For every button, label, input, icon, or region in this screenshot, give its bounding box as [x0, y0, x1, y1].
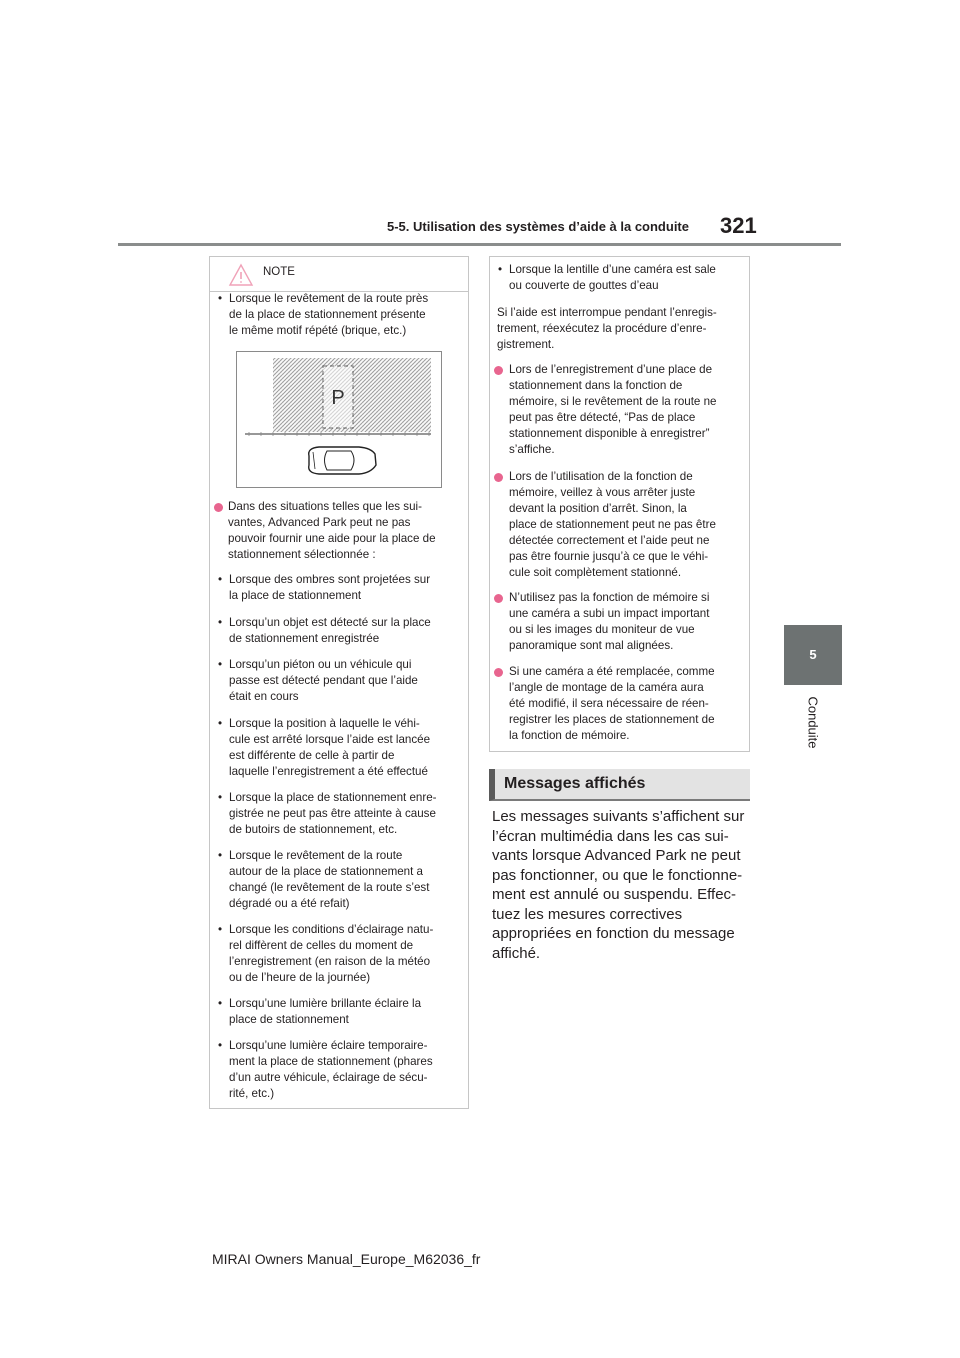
messages-body: Les messages suivants s’affichent sur l’écran multimédia dans les cas sui- vants lorsque Advanced Park ne peut pas fonctionner, ou que le fonctionne- ment est annulé ou suspendu. Effec- tuez les mesures correctives appropriées en fonction du message affiché. [492, 808, 745, 962]
footer-text: MIRAI Owners Manual_Europe_M62036_fr [212, 1251, 481, 1267]
pink-bullet-icon [494, 473, 503, 482]
right-circle-item: N’utilisez pas la fonction de mémoire si une caméra a subi un impact important ou si les images du moniteur de vue panoramique sont mal alignées. [509, 591, 710, 652]
note-bullet: Lorsqu’un piéton ou un véhicule qui passe est détecté pendant que l’aide était en cours [229, 658, 418, 703]
chapter-label: Conduite [805, 696, 821, 749]
section-title: 5-5. Utilisation des systèmes d’aide à la conduite [387, 219, 689, 234]
note-bullet: Lorsqu’une lumière éclaire temporaire- ment la place de stationnement (phares d’un autre véhicule, éclairage de sécu- rité, etc.) [229, 1039, 433, 1100]
bullet-marker: • [218, 849, 223, 862]
pink-bullet-icon [494, 594, 503, 603]
bullet-marker: • [218, 573, 223, 586]
right-circle-item: Lors de l’enregistrement d’une place de stationnement dans la fonction de mémoire, si le revêtement de la route ne peut pas être détecté, “Pas de place stationnement disponible à enregistrer” s’affiche. [509, 363, 717, 456]
pink-bullet-icon [494, 366, 503, 375]
note-bullet: Lorsque le revêtement de la route autour de la place de stationnement a changé (le revêtement de la route s’est dégradé ou a été refait) [229, 849, 430, 910]
note-bullet: Lorsque la place de stationnement enre- gistrée ne peut pas être atteinte à cause de butoirs de stationnement, etc. [229, 791, 437, 836]
bullet-marker: • [218, 292, 223, 305]
note-bullet: Lorsqu’un objet est détecté sur la place de stationnement enregistrée [229, 616, 431, 645]
bullet-marker: • [218, 717, 223, 730]
right-paragraph: Si l’aide est interrompue pendant l’enregis- trement, réexécutez la procédure d’enre- gistrement. [497, 306, 717, 351]
section-heading: Messages affichés [489, 769, 750, 801]
note-bullet: Lorsque les conditions d’éclairage natu- rel diffèrent de celles du moment de l’enregistrement (en raison de la météo ou de l’heure de la journée) [229, 923, 434, 984]
bullet-marker: • [218, 923, 223, 936]
right-circle-item: Si une caméra a été remplacée, comme l’angle de montage de la caméra aura été modifié, il sera nécessaire de réen- registrer les places de stationnement de la fonction de mémoire. [509, 665, 715, 742]
pink-bullet-icon [214, 503, 223, 512]
bullet-marker: • [218, 997, 223, 1010]
note-bullet: Lorsqu’une lumière brillante éclaire la place de stationnement [229, 997, 422, 1026]
note-bullet: Lorsque des ombres sont projetées sur la place de stationnement [229, 573, 431, 602]
parking-illustration [236, 351, 442, 488]
note-intro-bullet: Lorsque le revêtement de la route près de la place de stationnement présente le même motif répété (brique, etc.) [229, 292, 429, 337]
bullet-marker: • [218, 658, 223, 671]
bullet-marker: • [218, 1039, 223, 1052]
bullet-marker: • [218, 616, 223, 629]
page-number: 321 [720, 213, 757, 238]
car-icon [309, 447, 376, 474]
note-title: NOTE [263, 266, 295, 278]
right-circle-item: Lors de l’utilisation de la fonction de mémoire, veillez à vous arrêter juste devant la position d’arrêt. Sinon, la place de stationnement peut ne pas être détectée correctement et l’aide peut ne pas être fournie jusqu’à ce que le véhi- cule soit complètement stationné. [509, 470, 716, 579]
parking-sign: P [331, 387, 345, 409]
bullet-marker: • [498, 263, 503, 276]
warning-triangle-icon [228, 263, 254, 287]
chapter-tab: 5 [784, 625, 842, 685]
right-bullet: Lorsque la lentille d’une caméra est sale ou couverte de gouttes d’eau [509, 263, 716, 292]
header-rule [118, 243, 841, 246]
note-header [210, 263, 468, 285]
pink-bullet-icon [494, 668, 503, 677]
note-circle-item: Dans des situations telles que les sui- vantes, Advanced Park peut ne pas pouvoir fournir une aide pour la place de stationnement sélectionnée : [228, 500, 436, 561]
note-bullet: Lorsque la position à laquelle le véhi- cule est arrêté lorsque l’aide est lancée est différente de celle à partir de laquelle l’enregistrement a été effectué [229, 717, 431, 778]
bullet-marker: • [218, 791, 223, 804]
